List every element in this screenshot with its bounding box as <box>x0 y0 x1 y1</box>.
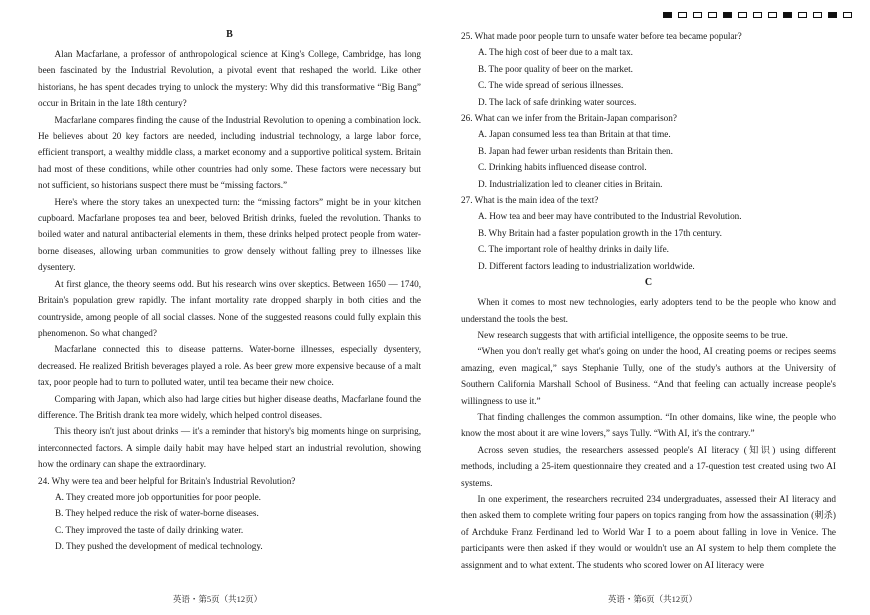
passage-c-paragraph: When it comes to most new technologies, early adopters tend to be the people who know and understand the tools the best. <box>461 297 836 324</box>
question-27-stem: 27. What is the main idea of the text? <box>461 195 599 206</box>
question-26-stem: 26. What can we infer from the Britain-Japan comparison? <box>461 113 677 124</box>
question-25-option: B. The poor quality of beer on the market. <box>478 63 633 74</box>
question-25-option: A. The high cost of beer due to a malt tax. <box>478 47 633 58</box>
question-25-stem: 25. What made poor people turn to unsafe water before tea became popular? <box>461 31 742 41</box>
passage-b-paragraph: Alan Macfarlane, a professor of anthropological science at King's College, Cambridge, has long been fascinated by the Industrial Revolution, a pivotal event that reshaped the world. Like other historians, he has spent decades trying to unlock the mystery: Why did this transformative “Big Bang” occur in Britain in the late 18th century? <box>38 49 421 109</box>
passage-b-paragraph: Macfarlane connected this to disease patterns. Water-borne illnesses, especially dysentery, decreased. He realized British beverages played a role. As beer grew more expensive because of a malt tax, poor people had to turn to polluted water, until tea became their new choice. <box>38 344 421 388</box>
header-mark-icon <box>663 12 672 18</box>
question-26-option: C. Drinking habits influenced disease control. <box>478 162 647 173</box>
question-25-option: D. The lack of safe drinking water sources. <box>478 96 637 107</box>
question-24-option: C. They improved the taste of daily drinking water. <box>55 524 244 535</box>
passage-c-paragraph: Across seven studies, the researchers assessed people's AI literacy (知识) using different methods, including a 25-item questionnaire they created and a 17-question test created using two AI systems. <box>461 444 836 488</box>
question-26-option: D. Industrialization led to cleaner cities in Britain. <box>478 178 663 189</box>
section-c-title: C <box>644 277 653 289</box>
passage-b-paragraph: Here's where the story takes an unexpected turn: the “missing factors” might be in your kitchen cupboard. Macfarlane proposes tea and beer, beloved British drinks, fueled the revolution. Thanks to boiled water and natural antibacterial elements in them, these drinks helped protect people from water-borne diseases, allowing urban communities to grow densely without falling prey to illnesses like dysentery. <box>38 196 421 273</box>
page-footer-right: 英语・第6页（共12页） <box>607 594 698 604</box>
header-marks <box>663 12 852 18</box>
question-26-option: B. Japan had fewer urban residents than Britain then. <box>478 145 673 156</box>
right-column <box>461 28 836 573</box>
question-24-stem: 24. Why were tea and beer helpful for Britain's Industrial Revolution? <box>38 475 296 486</box>
question-24-option: A. They created more job opportunities for poor people. <box>55 491 261 502</box>
header-mark-icon <box>693 12 702 18</box>
question-27-option: D. Different factors leading to industrialization worldwide. <box>478 260 695 271</box>
header-mark-icon <box>783 12 792 18</box>
passage-b-paragraph: This theory isn't just about drinks — it's a reminder that history's big moments hinge on surprising, interconnected factors. A simple daily habit may have helped start an industrial revolution, showing how the ordinary can shape the extraordinary. <box>38 426 421 470</box>
passage-b-paragraph: Comparing with Japan, which also had large cities but higher disease deaths, Macfarlane found the difference. The British drank tea more widely, which helped control diseases. <box>38 393 421 420</box>
header-mark-icon <box>828 12 837 18</box>
question-25-option: C. The wide spread of serious illnesses. <box>478 80 624 91</box>
right-page <box>435 0 870 615</box>
passage-b-paragraph: Macfarlane compares finding the cause of the Industrial Revolution to opening a combination lock. He believes about 20 key factors are needed, including industrial technology, a large labor force, efficient transport, a wealthy middle class, a market economy and a supportive political system. Britain had most of these conditions, while other countries had only some. These factors were necessary but not sufficient, so historians suspect there must be “missing factors.” <box>38 114 421 191</box>
header-mark-icon <box>813 12 822 18</box>
header-mark-icon <box>798 12 807 18</box>
question-27-option: A. How tea and beer may have contributed to the Industrial Revolution. <box>478 211 742 222</box>
passage-c-paragraph: New research suggests that with artificial intelligence, the opposite seems to be true. <box>477 329 788 340</box>
question-24-option: B. They helped reduce the risk of water-borne diseases. <box>55 508 259 519</box>
section-b-title: B <box>226 29 233 40</box>
question-24-option: D. They pushed the development of medical technology. <box>55 541 263 552</box>
header-mark-icon <box>708 12 717 18</box>
page-footer-left: 英语・第5页（共12页） <box>172 594 263 604</box>
header-mark-icon <box>768 12 777 18</box>
header-mark-icon <box>723 12 732 18</box>
header-mark-icon <box>678 12 687 18</box>
header-mark-icon <box>843 12 852 18</box>
passage-c-paragraph: That finding challenges the common assumption. “In other domains, like wine, the people who know the most about it are wine lovers,” says Tully. “With AI, it's the contrary.” <box>461 411 836 439</box>
header-mark-icon <box>753 12 762 18</box>
passage-c-paragraph: In one experiment, the researchers recruited 234 undergraduates, assessed their AI literacy and then asked them to complete writing four papers on topics ranging from how the assassination (刺杀) of Archduke Franz Ferdinand led to World War Ⅰ to a poem about falling in love in Venice. The participants were then asked if they would or wouldn't use an AI system to help them complete the assignment and to what extent. The students who scored lower on AI literacy were <box>461 493 836 570</box>
question-27-option: C. The important role of healthy drinks in daily life. <box>478 244 669 255</box>
question-26-option: A. Japan consumed less tea than Britain at that time. <box>478 129 671 140</box>
header-mark-icon <box>738 12 747 18</box>
passage-b-paragraph: At first glance, the theory seems odd. But his research wins over skeptics. Between 1650 — 1740, Britain's population grew rapidly. The infant mortality rate dropped sharply in both cities and the countryside, among people of all social classes. None of the suggested reasons could fully explain this phenomenon. So what changed? <box>38 278 421 338</box>
question-27-option: B. Why Britain had a faster population growth in the 17th century. <box>478 227 722 238</box>
passage-c-paragraph: “When you don't really get what's going on under the hood, AI creating poems or recipes seems amazing, even magical,” says Stephanie Tully, one of the study's authors at the University of Southern California Marshall School of Business. “And that feeling can actually increase people's willingness to use it.” <box>461 346 836 406</box>
left-column <box>38 28 421 555</box>
